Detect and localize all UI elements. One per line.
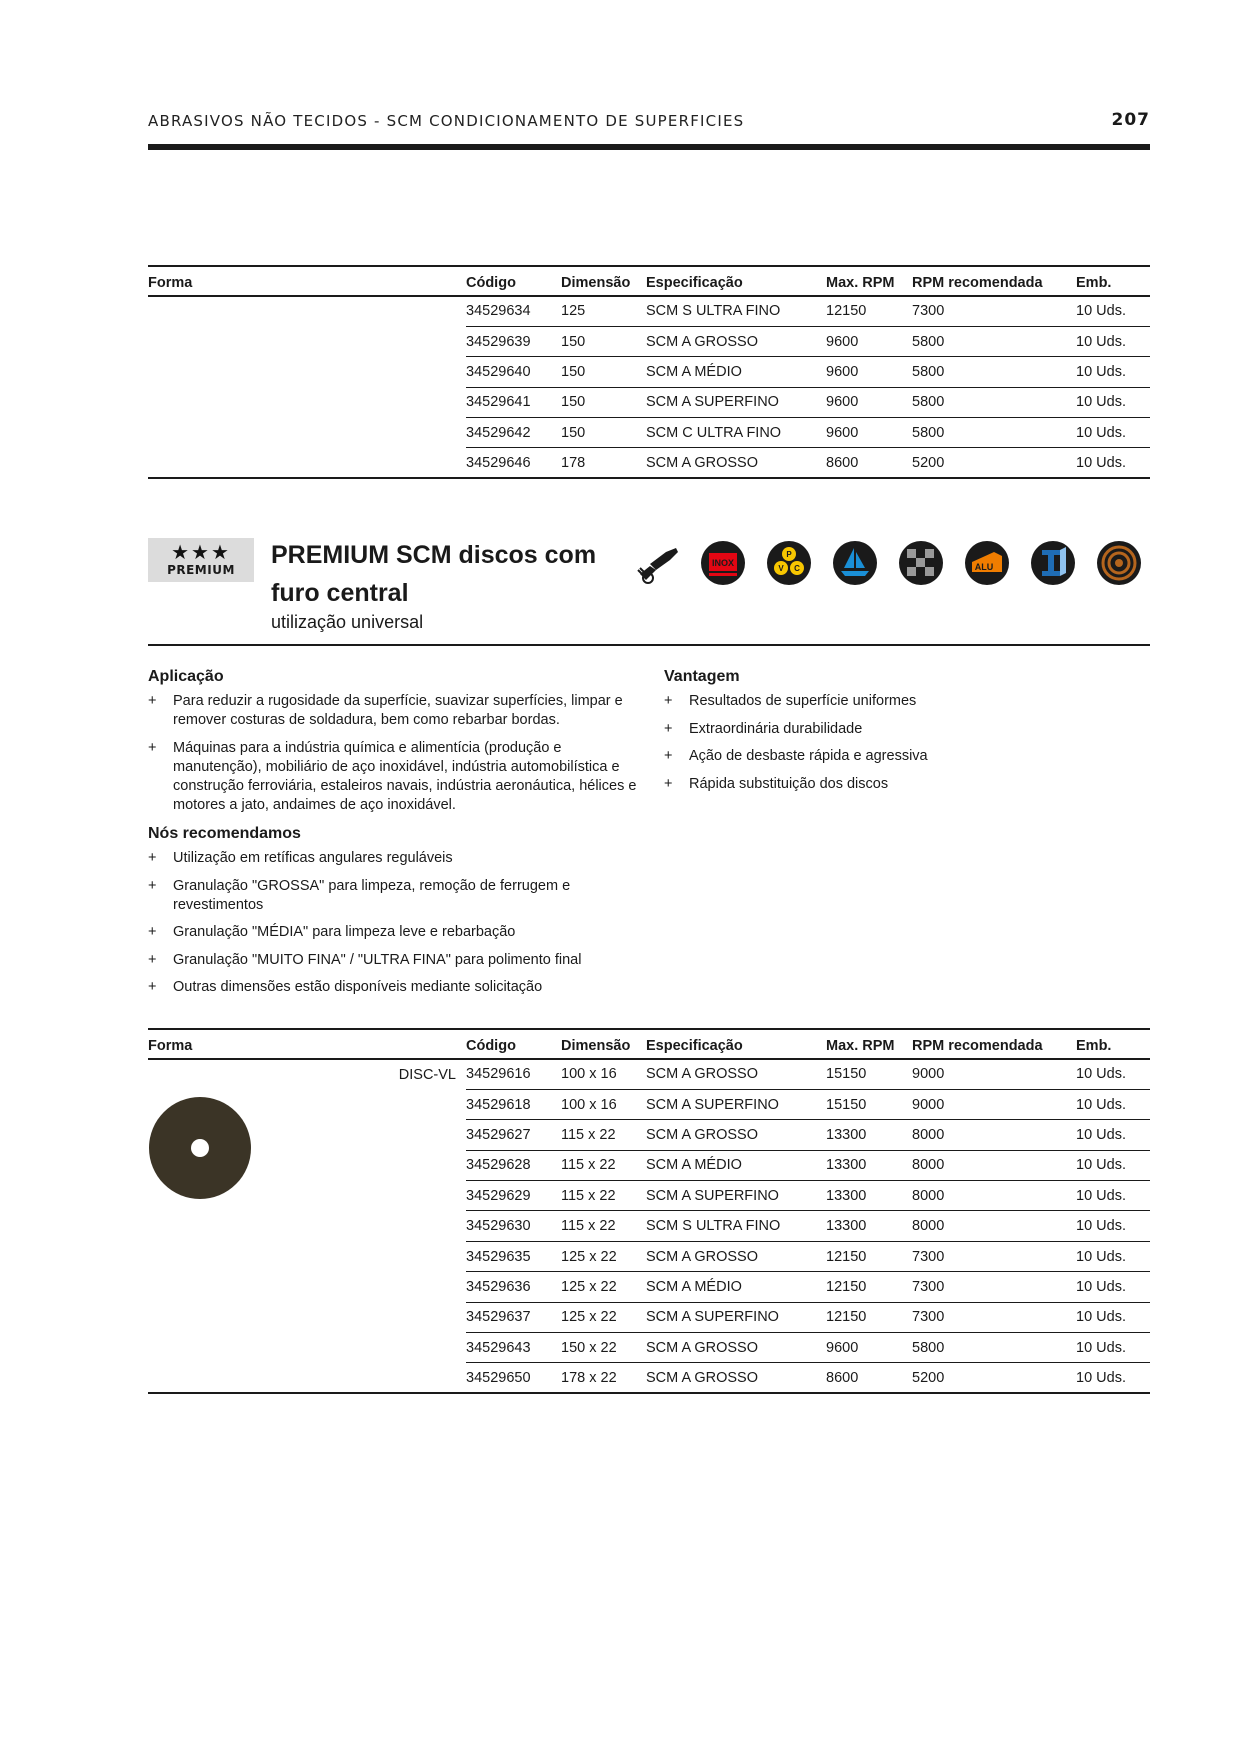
- cell-dimensao: 125 x 22: [561, 1272, 646, 1302]
- pvc-icon: [766, 540, 812, 586]
- col-header-max-rpm: Max. RPM: [826, 1029, 912, 1059]
- bullet-plus: +: [148, 951, 157, 968]
- section-rule: [148, 644, 1150, 646]
- page-number: 207: [1111, 110, 1150, 130]
- steel-beam-icon: [1030, 540, 1076, 586]
- cell-rpm-recomendada: 5200: [912, 1363, 1076, 1393]
- cell-especificacao: SCM A MÉDIO: [646, 1150, 826, 1180]
- cell-dimensao: 178: [561, 448, 646, 478]
- list-item: [148, 692, 648, 730]
- cell-dimensao: 178 x 22: [561, 1363, 646, 1393]
- cell-emb: 10 Uds.: [1076, 326, 1150, 356]
- cell-emb: 10 Uds.: [1076, 357, 1150, 387]
- cell-emb: 10 Uds.: [1076, 1363, 1150, 1393]
- cell-codigo: 34529646: [466, 448, 561, 478]
- cell-especificacao: SCM A GROSSO: [646, 448, 826, 478]
- cell-emb: 10 Uds.: [1076, 1120, 1150, 1150]
- angle-grinder-icon: [636, 540, 682, 586]
- cell-rpm-recomendada: 9000: [912, 1059, 1076, 1089]
- list-item-text: Utilização em retíficas angulares reguláveis: [173, 850, 453, 866]
- cell-emb: 10 Uds.: [1076, 1059, 1150, 1089]
- list-item-text: Granulação "GROSSA" para limpeza, remoção de ferrugem e revestimentos: [173, 877, 571, 913]
- cell-dimensao: 100 x 16: [561, 1089, 646, 1119]
- vantagem-heading: Vantagem: [664, 668, 740, 685]
- aluminium-icon-label: ALU: [974, 562, 994, 572]
- cell-dimensao: 150: [561, 357, 646, 387]
- cell-especificacao: SCM A GROSSO: [646, 1120, 826, 1150]
- col-header-dimensao: Dimensão: [561, 266, 646, 296]
- cell-codigo: 34529628: [466, 1150, 561, 1180]
- list-item: [664, 747, 1144, 766]
- cell-dimensao: 150: [561, 387, 646, 417]
- product-title: PREMIUM SCM discos com furo central: [271, 541, 597, 607]
- cell-dimensao: 150 x 22: [561, 1333, 646, 1363]
- cell-codigo: 34529635: [466, 1241, 561, 1271]
- col-header-especificacao: Especificação: [646, 266, 826, 296]
- bullet-plus: +: [148, 693, 157, 709]
- cell-max-rpm: 9600: [826, 387, 912, 417]
- cell-codigo: 34529641: [466, 387, 561, 417]
- col-header-forma: Forma: [148, 1029, 466, 1059]
- cell-rpm-recomendada: 8000: [912, 1120, 1076, 1150]
- cell-max-rpm: 12150: [826, 296, 912, 326]
- cell-emb: 10 Uds.: [1076, 1150, 1150, 1180]
- cell-rpm-recomendada: 5800: [912, 387, 1076, 417]
- cell-rpm-recomendada: 8000: [912, 1150, 1076, 1180]
- cell-rpm-recomendada: 9000: [912, 1089, 1076, 1119]
- col-header-rpm-recomendada: RPM recomendada: [912, 266, 1076, 296]
- col-header-rpm-recomendada: RPM recomendada: [912, 1029, 1076, 1059]
- cell-especificacao: SCM A GROSSO: [646, 1241, 826, 1271]
- cell-codigo: 34529618: [466, 1089, 561, 1119]
- cell-especificacao: SCM S ULTRA FINO: [646, 1211, 826, 1241]
- forma-label: DISC-VL: [398, 1067, 456, 1083]
- aluminium-icon: [964, 540, 1010, 586]
- composite-icon: [898, 540, 944, 586]
- header-title: ABRASIVOS NÃO TECIDOS - SCM CONDICIONAMENTO DE SUPERFICIES: [148, 112, 745, 130]
- list-item-text: Granulação "MÉDIA" para limpeza leve e rebarbação: [173, 924, 516, 940]
- cell-emb: 10 Uds.: [1076, 1333, 1150, 1363]
- cell-codigo: 34529639: [466, 326, 561, 356]
- cell-especificacao: SCM S ULTRA FINO: [646, 296, 826, 326]
- col-header-codigo: Código: [466, 1029, 561, 1059]
- cell-dimensao: 150: [561, 418, 646, 448]
- list-item-text: Extraordinária durabilidade: [689, 720, 863, 737]
- cell-max-rpm: 8600: [826, 1363, 912, 1393]
- cell-dimensao: 125 x 22: [561, 1302, 646, 1332]
- cell-codigo: 34529634: [466, 296, 561, 326]
- bullet-plus: +: [664, 693, 673, 709]
- cell-emb: 10 Uds.: [1076, 296, 1150, 326]
- col-header-max-rpm: Max. RPM: [826, 266, 912, 296]
- bullet-plus: +: [148, 877, 157, 894]
- cell-max-rpm: 9600: [826, 418, 912, 448]
- cell-rpm-recomendada: 7300: [912, 1272, 1076, 1302]
- cell-emb: 10 Uds.: [1076, 448, 1150, 478]
- nos-recomendamos-heading: Nós recomendamos: [148, 825, 301, 842]
- cell-dimensao: 115 x 22: [561, 1150, 646, 1180]
- header-rule: [148, 144, 1150, 150]
- cell-codigo: 34529650: [466, 1363, 561, 1393]
- list-item: [148, 951, 648, 970]
- cell-emb: 10 Uds.: [1076, 1241, 1150, 1271]
- col-header-codigo: Código: [466, 266, 561, 296]
- cell-rpm-recomendada: 5800: [912, 326, 1076, 356]
- disc-product-image: [148, 1096, 252, 1200]
- cell-dimensao: 150: [561, 326, 646, 356]
- cell-emb: 10 Uds.: [1076, 1181, 1150, 1211]
- cell-emb: 10 Uds.: [1076, 1089, 1150, 1119]
- cell-codigo: 34529629: [466, 1181, 561, 1211]
- bullet-plus: +: [664, 720, 673, 737]
- cell-dimensao: 125: [561, 296, 646, 326]
- cell-codigo: 34529637: [466, 1302, 561, 1332]
- cell-max-rpm: 12150: [826, 1241, 912, 1271]
- col-header-emb: Emb.: [1076, 266, 1150, 296]
- table-header-row: [148, 266, 1150, 296]
- cell-max-rpm: 13300: [826, 1150, 912, 1180]
- list-item: [148, 923, 648, 942]
- cell-especificacao: SCM A GROSSO: [646, 1059, 826, 1089]
- list-item-text: Resultados de superfície uniformes: [689, 693, 917, 709]
- cell-codigo: 34529630: [466, 1211, 561, 1241]
- cell-max-rpm: 12150: [826, 1302, 912, 1332]
- cell-rpm-recomendada: 8000: [912, 1181, 1076, 1211]
- cell-max-rpm: 12150: [826, 1272, 912, 1302]
- aplicacao-heading: Aplicação: [148, 668, 224, 685]
- cell-rpm-recomendada: 7300: [912, 296, 1076, 326]
- cell-emb: 10 Uds.: [1076, 387, 1150, 417]
- cell-dimensao: 125 x 22: [561, 1241, 646, 1271]
- cell-codigo: 34529640: [466, 357, 561, 387]
- cell-max-rpm: 9600: [826, 1333, 912, 1363]
- list-item-text: Ação de desbaste rápida e agressiva: [689, 748, 928, 764]
- cell-dimensao: 115 x 22: [561, 1120, 646, 1150]
- cell-max-rpm: 9600: [826, 357, 912, 387]
- table-row: [148, 1059, 1150, 1089]
- list-item-text: Granulação "MUITO FINA" / "ULTRA FINA" para polimento final: [173, 951, 582, 968]
- cell-max-rpm: 8600: [826, 448, 912, 478]
- cell-especificacao: SCM A MÉDIO: [646, 1272, 826, 1302]
- bullet-plus: +: [148, 739, 157, 756]
- bullet-plus: +: [148, 850, 157, 866]
- cell-codigo: 34529643: [466, 1333, 561, 1363]
- inox-icon: [700, 540, 746, 586]
- svg-text:V: V: [778, 564, 784, 573]
- table-row: [148, 296, 1150, 326]
- cell-codigo: 34529627: [466, 1120, 561, 1150]
- cell-max-rpm: 13300: [826, 1181, 912, 1211]
- product-table-2: [148, 1028, 1150, 1394]
- list-item: [148, 739, 648, 815]
- nos-recomendamos-section: [148, 825, 648, 1006]
- bullet-plus: +: [664, 748, 673, 764]
- premium-label: PREMIUM: [167, 563, 235, 577]
- cell-max-rpm: 15150: [826, 1059, 912, 1089]
- cell-especificacao: SCM A GROSSO: [646, 1363, 826, 1393]
- list-item-text: Outras dimensões estão disponíveis mediante solicitação: [173, 979, 543, 995]
- premium-badge: [148, 538, 254, 582]
- cell-especificacao: SCM A GROSSO: [646, 1333, 826, 1363]
- cell-dimensao: 115 x 22: [561, 1211, 646, 1241]
- boat-icon: [832, 540, 878, 586]
- list-item: [664, 720, 1144, 739]
- cell-codigo: 34529642: [466, 418, 561, 448]
- cell-especificacao: SCM A SUPERFINO: [646, 1089, 826, 1119]
- cell-emb: 10 Uds.: [1076, 1302, 1150, 1332]
- cell-max-rpm: 13300: [826, 1211, 912, 1241]
- cell-especificacao: SCM A SUPERFINO: [646, 1302, 826, 1332]
- bullet-plus: +: [148, 924, 157, 940]
- cell-especificacao: SCM A GROSSO: [646, 326, 826, 356]
- list-item-text: Máquinas para a indústria química e alimentícia (produção e manutenção), mobiliário de aço inoxidável, indústria automobilística e construção ferroviária, estaleiros navais, indústria aeronáutica, hélices e motores a jato, andaimes de aço inoxidável.: [173, 739, 637, 813]
- list-item: [664, 692, 1144, 711]
- wood-icon: [1096, 540, 1142, 586]
- cell-rpm-recomendada: 8000: [912, 1211, 1076, 1241]
- cell-max-rpm: 15150: [826, 1089, 912, 1119]
- table-header-row: [148, 1029, 1150, 1059]
- cell-rpm-recomendada: 5800: [912, 357, 1076, 387]
- cell-especificacao: SCM A MÉDIO: [646, 357, 826, 387]
- list-item-text: Rápida substituição dos discos: [689, 775, 889, 792]
- aplicacao-section: [148, 668, 648, 823]
- cell-rpm-recomendada: 7300: [912, 1302, 1076, 1332]
- svg-text:P: P: [786, 550, 792, 559]
- list-item: [148, 978, 648, 997]
- inox-icon-label: INOX: [711, 558, 735, 568]
- cell-emb: 10 Uds.: [1076, 418, 1150, 448]
- bullet-plus: +: [148, 979, 157, 995]
- product-subtitle: utilização universal: [271, 612, 424, 632]
- col-header-dimensao: Dimensão: [561, 1029, 646, 1059]
- cell-rpm-recomendada: 5800: [912, 418, 1076, 448]
- cell-especificacao: SCM C ULTRA FINO: [646, 418, 826, 448]
- cell-codigo: 34529636: [466, 1272, 561, 1302]
- forma-cell: [148, 1059, 466, 1393]
- vantagem-section: [664, 668, 1144, 802]
- col-header-especificacao: Especificação: [646, 1029, 826, 1059]
- cell-max-rpm: 13300: [826, 1120, 912, 1150]
- svg-text:C: C: [794, 564, 800, 573]
- cell-dimensao: 115 x 22: [561, 1181, 646, 1211]
- col-header-emb: Emb.: [1076, 1029, 1150, 1059]
- cell-codigo: 34529616: [466, 1059, 561, 1089]
- cell-especificacao: SCM A SUPERFINO: [646, 1181, 826, 1211]
- cell-dimensao: 100 x 16: [561, 1059, 646, 1089]
- cell-emb: 10 Uds.: [1076, 1272, 1150, 1302]
- list-item-text: Para reduzir a rugosidade da superfície, suavizar superfícies, limpar e remover costuras de soldadura, bem como rebarbar bordas.: [173, 693, 623, 728]
- premium-stars: ★★★: [171, 540, 231, 564]
- cell-rpm-recomendada: 5200: [912, 448, 1076, 478]
- product-table-1: [148, 265, 1150, 479]
- cell-rpm-recomendada: 5800: [912, 1333, 1076, 1363]
- cell-rpm-recomendada: 7300: [912, 1241, 1076, 1271]
- list-item: [664, 775, 1144, 794]
- bullet-plus: +: [664, 775, 673, 792]
- cell-especificacao: SCM A SUPERFINO: [646, 387, 826, 417]
- col-header-forma: Forma: [148, 266, 466, 296]
- page-header: [148, 112, 1150, 134]
- list-item: [148, 877, 648, 915]
- cell-max-rpm: 9600: [826, 326, 912, 356]
- forma-cell: [148, 296, 466, 478]
- cell-emb: 10 Uds.: [1076, 1211, 1150, 1241]
- list-item: [148, 849, 648, 868]
